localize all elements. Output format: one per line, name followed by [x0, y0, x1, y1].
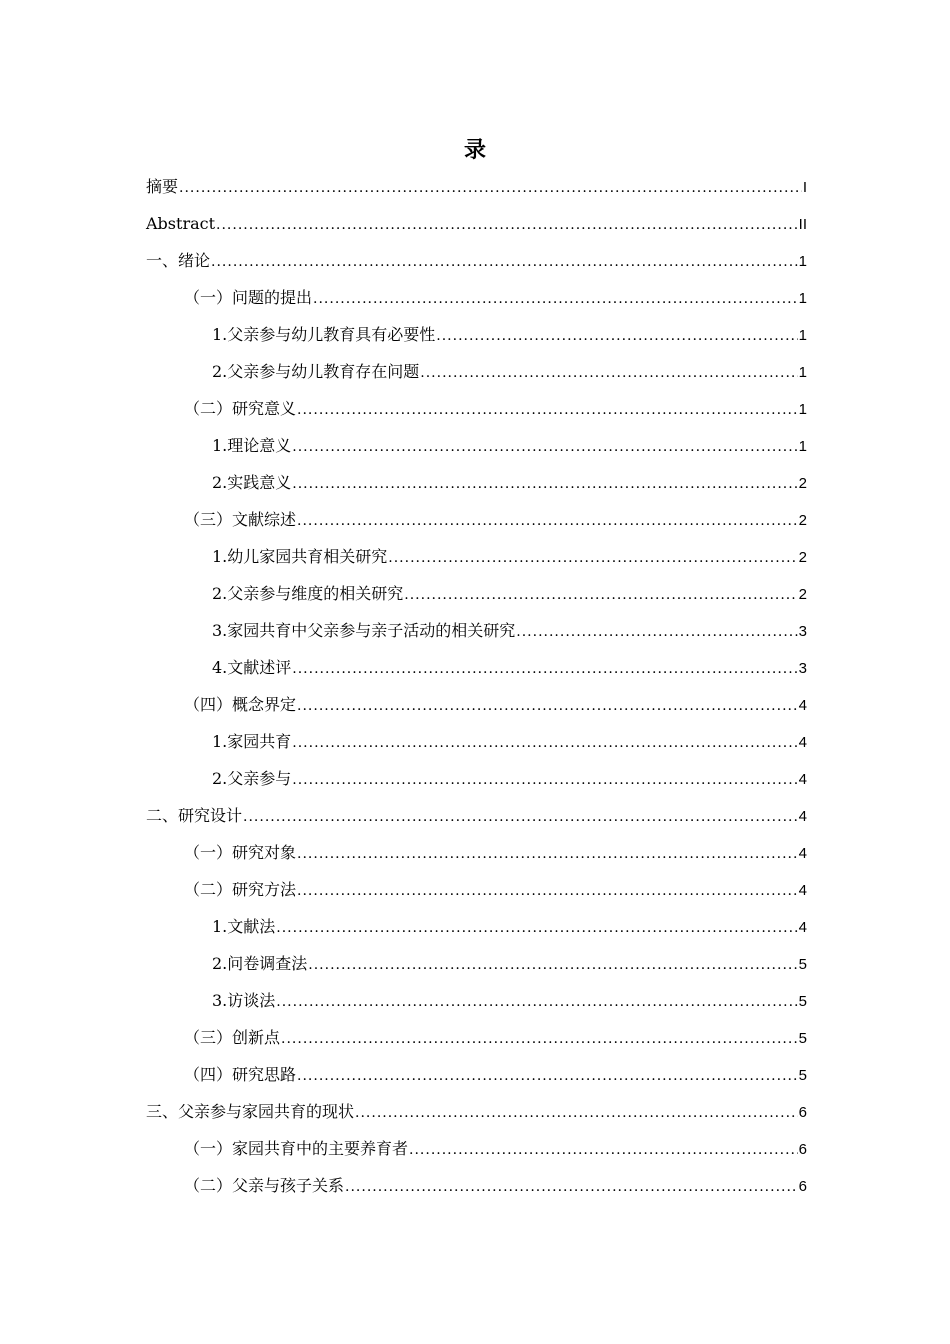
toc-entry[interactable]: [146, 989, 807, 1026]
toc-entry-page-number: 1: [798, 253, 807, 270]
toc-dot-leader: [276, 990, 797, 1014]
toc-entry-title: （四）概念界定: [184, 695, 297, 714]
toc-entry-page-number: 2: [798, 549, 807, 566]
toc-entry[interactable]: [146, 360, 807, 397]
toc-entry-page-number: 4: [798, 845, 807, 862]
toc-entry-title: 2.父亲参与维度的相关研究: [212, 584, 404, 603]
toc-dot-leader: [297, 879, 798, 903]
toc-entry[interactable]: [146, 952, 807, 989]
toc-dot-leader: [404, 583, 797, 607]
toc-entry-page-number: 1: [798, 327, 807, 344]
toc-dot-leader: [355, 1101, 798, 1125]
toc-entry-title: 2.实践意义: [212, 473, 292, 492]
toc-entry-page-number: 4: [798, 771, 807, 788]
toc-dot-leader: [297, 842, 798, 866]
toc-dot-leader: [281, 1027, 798, 1051]
toc-dot-leader: [313, 287, 798, 311]
toc-entry-title: 1.文献法: [212, 917, 276, 936]
toc-entry[interactable]: [146, 656, 807, 693]
toc-entry-title: Abstract: [146, 214, 216, 233]
toc-entry-title: （二）研究意义: [184, 399, 297, 418]
toc-entry-title: 1.幼儿家园共育相关研究: [212, 547, 388, 566]
toc-dot-leader: [243, 805, 798, 829]
toc-entry-title: 1.家园共育: [212, 732, 292, 751]
toc-entry[interactable]: [146, 175, 807, 212]
toc-entry-page-number: 1: [798, 290, 807, 307]
toc-dot-leader: [216, 213, 798, 237]
toc-entry[interactable]: [146, 397, 807, 434]
toc-dot-leader: [308, 953, 797, 977]
toc-dot-leader: [388, 546, 797, 570]
toc-entry-page-number: 2: [798, 512, 807, 529]
toc-entry-title: 3.家园共育中父亲参与亲子活动的相关研究: [212, 621, 516, 640]
toc-entry[interactable]: [146, 915, 807, 952]
toc-entry-page-number: 3: [798, 623, 807, 640]
toc-entry-title: （一）研究对象: [184, 843, 297, 862]
toc-dot-leader: [345, 1175, 798, 1199]
table-of-contents: [146, 175, 807, 1211]
toc-entry[interactable]: [146, 471, 807, 508]
toc-entry-title: 一、绪论: [146, 251, 211, 270]
toc-entry[interactable]: [146, 212, 807, 249]
toc-title: 录: [463, 138, 486, 163]
toc-dot-leader: [516, 620, 797, 644]
toc-entry-title: 2.父亲参与幼儿教育存在问题: [212, 362, 420, 381]
toc-entry[interactable]: [146, 1026, 807, 1063]
toc-entry-title: 二、研究设计: [146, 806, 243, 825]
toc-entry-title: 摘要: [146, 177, 179, 196]
toc-entry-page-number: 4: [798, 734, 807, 751]
toc-entry-title: 2.父亲参与: [212, 769, 292, 788]
toc-entry-title: 1.父亲参与幼儿教育具有必要性: [212, 325, 436, 344]
toc-dot-leader: [409, 1138, 798, 1162]
toc-entry-title: （四）研究思路: [184, 1065, 297, 1084]
toc-entry[interactable]: [146, 841, 807, 878]
toc-dot-leader: [292, 657, 797, 681]
toc-entry[interactable]: [146, 1174, 807, 1211]
toc-dot-leader: [179, 176, 802, 200]
toc-entry[interactable]: [146, 1100, 807, 1137]
toc-entry[interactable]: [146, 249, 807, 286]
toc-entry-page-number: 4: [798, 697, 807, 714]
toc-dot-leader: [276, 916, 797, 940]
toc-entry[interactable]: [146, 582, 807, 619]
toc-entry-page-number: 4: [798, 882, 807, 899]
toc-entry-page-number: 5: [798, 1067, 807, 1084]
toc-dot-leader: [297, 398, 798, 422]
toc-entry-page-number: 4: [798, 808, 807, 825]
toc-entry-title: （二）研究方法: [184, 880, 297, 899]
toc-entry-title: （一）家园共育中的主要养育者: [184, 1139, 409, 1158]
toc-dot-leader: [292, 768, 797, 792]
toc-dot-leader: [297, 694, 798, 718]
toc-entry-page-number: 1: [798, 364, 807, 381]
toc-entry-page-number: 2: [798, 586, 807, 603]
toc-entry-page-number: 2: [798, 475, 807, 492]
toc-entry-title: （一）问题的提出: [184, 288, 313, 307]
toc-entry-page-number: 5: [798, 1030, 807, 1047]
toc-entry-page-number: 1: [798, 438, 807, 455]
toc-dot-leader: [436, 324, 797, 348]
toc-entry[interactable]: [146, 767, 807, 804]
toc-entry[interactable]: [146, 1063, 807, 1100]
toc-entry-title: 2.问卷调查法: [212, 954, 308, 973]
toc-dot-leader: [292, 435, 797, 459]
toc-entry-page-number: 4: [798, 919, 807, 936]
toc-dot-leader: [297, 1064, 798, 1088]
toc-entry[interactable]: [146, 286, 807, 323]
toc-entry[interactable]: [146, 619, 807, 656]
toc-entry-title: （二）父亲与孩子关系: [184, 1176, 345, 1195]
toc-entry[interactable]: [146, 545, 807, 582]
toc-entry-page-number: 6: [798, 1104, 807, 1121]
toc-entry-title: （三）文献综述: [184, 510, 297, 529]
toc-dot-leader: [292, 472, 797, 496]
toc-entry[interactable]: [146, 730, 807, 767]
toc-entry[interactable]: [146, 1137, 807, 1174]
toc-entry-page-number: 1: [798, 401, 807, 418]
toc-entry-title: 1.理论意义: [212, 436, 292, 455]
toc-entry-title: 三、父亲参与家园共育的现状: [146, 1102, 355, 1121]
toc-dot-leader: [297, 509, 798, 533]
toc-entry[interactable]: [146, 508, 807, 545]
toc-entry[interactable]: [146, 693, 807, 730]
toc-entry-title: 4.文献述评: [212, 658, 292, 677]
toc-dot-leader: [420, 361, 797, 385]
toc-entry-page-number: 6: [798, 1141, 807, 1158]
toc-entry-page-number: 6: [798, 1178, 807, 1195]
toc-entry-page-number: 5: [798, 993, 807, 1010]
toc-dot-leader: [211, 250, 798, 274]
toc-entry-page-number: II: [798, 216, 807, 233]
toc-entry-page-number: I: [802, 179, 807, 196]
toc-entry[interactable]: [146, 434, 807, 471]
toc-entry-title: （三）创新点: [184, 1028, 281, 1047]
toc-dot-leader: [292, 731, 797, 755]
toc-entry-page-number: 5: [798, 956, 807, 973]
toc-entry[interactable]: [146, 804, 807, 841]
toc-entry[interactable]: [146, 878, 807, 915]
toc-entry[interactable]: [146, 323, 807, 360]
toc-entry-page-number: 3: [798, 660, 807, 677]
toc-entry-title: 3.访谈法: [212, 991, 276, 1010]
